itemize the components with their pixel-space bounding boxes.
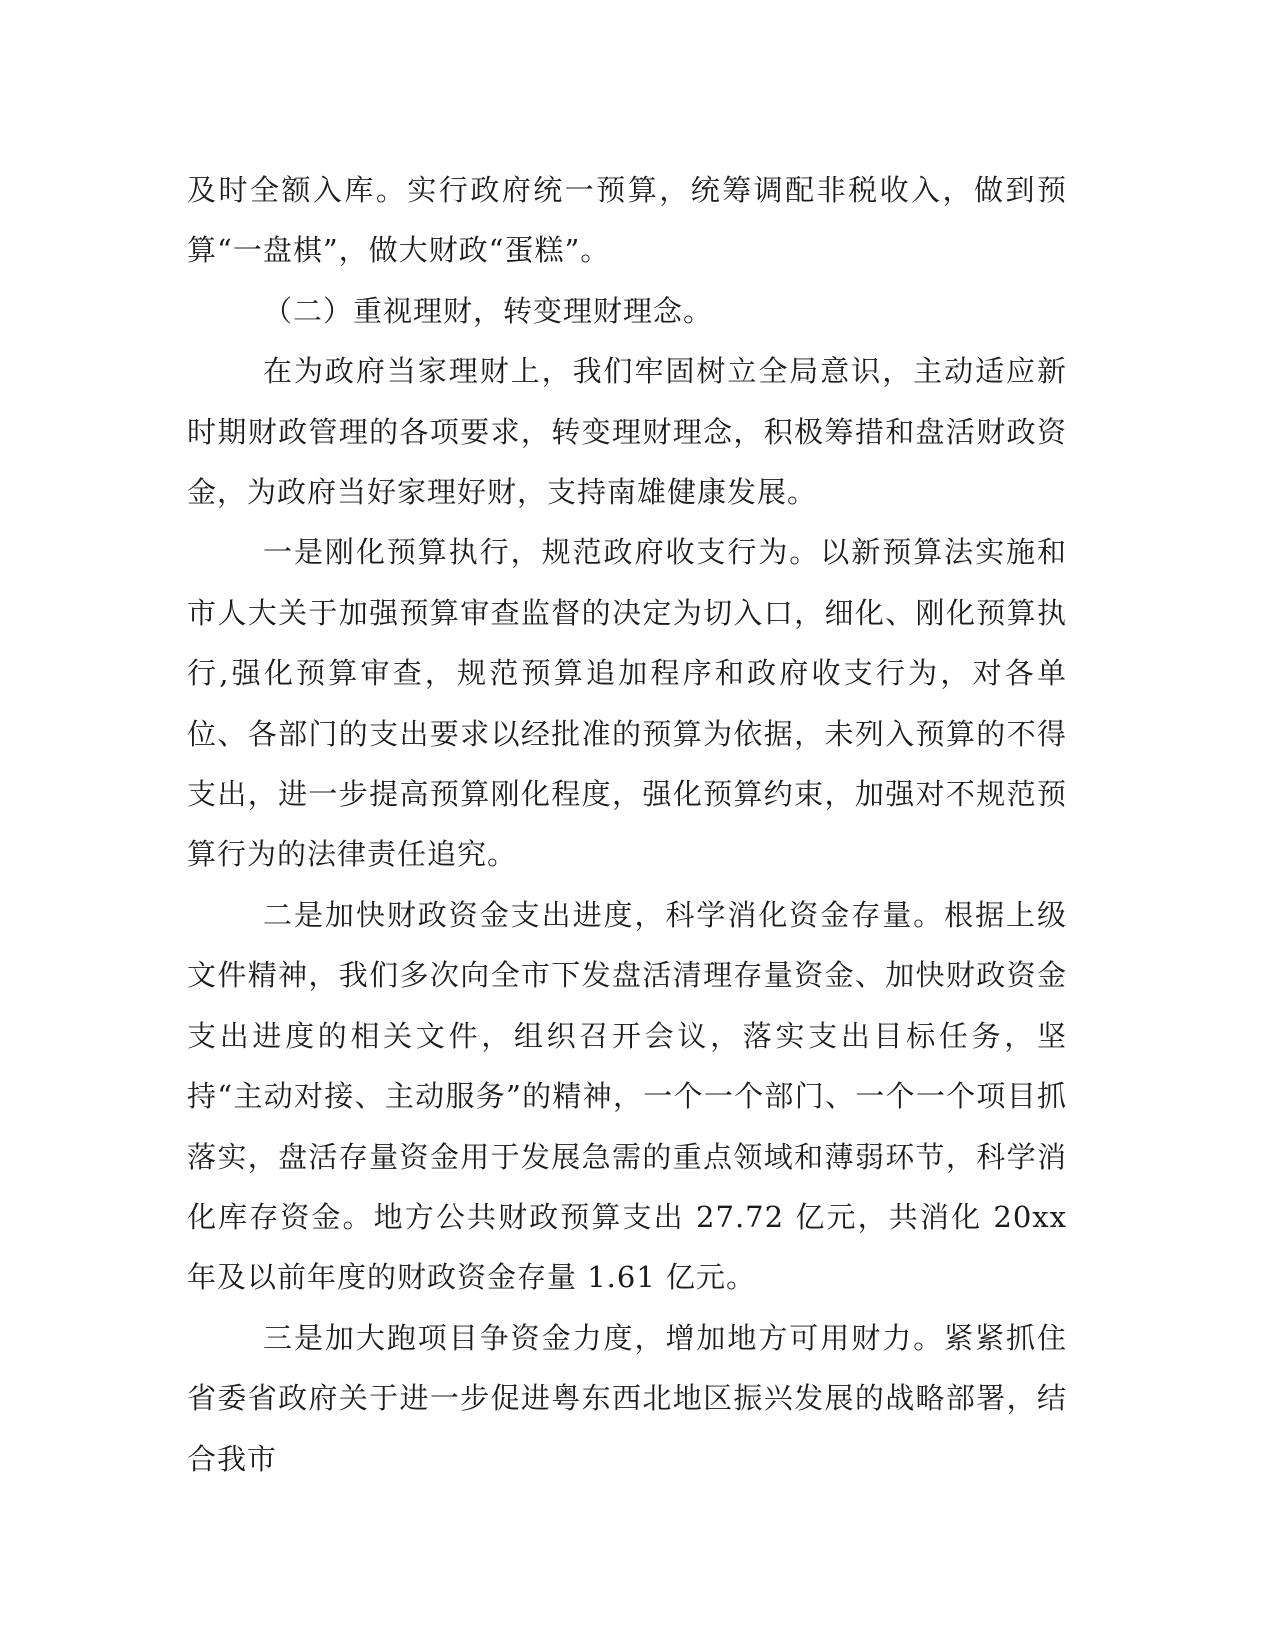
paragraph-point-three: 三是加大跑项目争资金力度，增加地方可用财力。紧紧抓住省委省政府关于进一步促进粤东西北地区振兴发展的战略部署，结合我市	[187, 1320, 1067, 1476]
paragraph-intro: 在为政府当家理财上，我们牢固树立全局意识，主动适应新时期财政管理的各项要求，转变理财理念，积极筹措和盘活财政资金，为政府当好家理好财，支持南雄健康发展。	[187, 354, 1067, 510]
paragraph-point-one: 一是刚化预算执行，规范政府收支行为。以新预算法实施和市人大关于加强预算审查监督的决定为切入口，细化、刚化预算执行,强化预算审查，规范预算追加程序和政府收支行为，对各单位、各部门的支出要求以经批准的预算为依据，未列入预算的不得支出，进一步提高预算刚化程度，强化预算约束，加强对不规范预算行为的法律责任追究。	[187, 535, 1067, 872]
paragraph-continuation: 及时全额入库。实行政府统一预算，统筹调配非税收入，做到预算“一盘棋”，做大财政“蛋糕”。	[187, 173, 1067, 268]
section-heading: （二）重视理财，转变理财理念。	[263, 293, 714, 328]
paragraph-point-two: 二是加快财政资金支出进度，科学消化资金存量。根据上级文件精神，我们多次向全市下发盘活清理存量资金、加快财政资金支出进度的相关文件，组织召开会议，落实支出目标任务，坚持“主动对接、主动服务”的精神，一个一个部门、一个一个项目抓落实，盘活存量资金用于发展急需的重点领域和薄弱环节，科学消化库存资金。地方公共财政预算支出 27.72 亿元，共消化 20xx 年及以前年度的财政资金存量 1.61 亿元。	[187, 897, 1067, 1295]
document-body	[187, 160, 1067, 1489]
